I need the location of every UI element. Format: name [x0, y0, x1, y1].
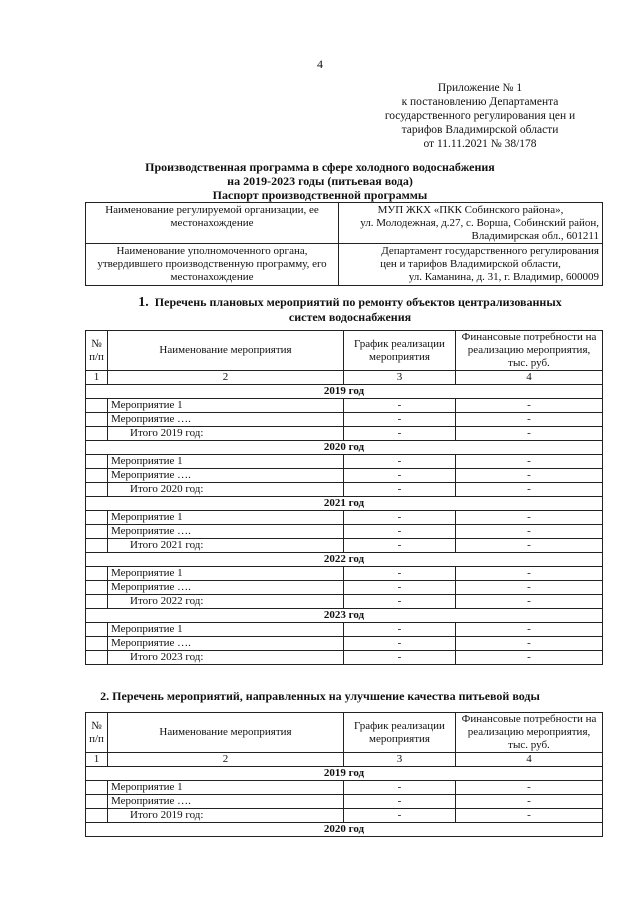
- finance-value: -: [456, 399, 603, 413]
- table-header-row: [86, 713, 603, 753]
- total-label: Итого 2019 год:: [108, 809, 344, 823]
- column-number: 1: [86, 371, 108, 385]
- event-row: [86, 567, 603, 581]
- event-row: [86, 399, 603, 413]
- row-number: [86, 539, 108, 553]
- event-row: [86, 469, 603, 483]
- column-number: 3: [344, 753, 456, 767]
- row-number: [86, 413, 108, 427]
- row-number: [86, 511, 108, 525]
- finance-value: -: [456, 455, 603, 469]
- schedule-value: -: [344, 809, 456, 823]
- year-label: 2021 год: [86, 497, 603, 511]
- event-name: Мероприятие ….: [108, 637, 344, 651]
- event-row: [86, 455, 603, 469]
- column-number: 2: [108, 753, 344, 767]
- schedule-value: -: [344, 539, 456, 553]
- year-row: [86, 385, 603, 399]
- water-quality-events-table: [85, 712, 603, 837]
- column-number: 4: [456, 753, 603, 767]
- year-row: [86, 823, 603, 837]
- row-number: [86, 399, 108, 413]
- row-number: [86, 637, 108, 651]
- column-number: 4: [456, 371, 603, 385]
- finance-value: -: [456, 539, 603, 553]
- header-num: № п/п: [86, 713, 108, 753]
- column-number: 2: [108, 371, 344, 385]
- section-title: Перечень плановых мероприятий по ремонту объектов централизованных: [154, 295, 562, 309]
- passport-row: [86, 203, 603, 244]
- event-name: Мероприятие 1: [108, 781, 344, 795]
- event-row: [86, 413, 603, 427]
- column-number-row: [86, 371, 603, 385]
- header-name: Наименование мероприятия: [108, 713, 344, 753]
- year-label: 2023 год: [86, 609, 603, 623]
- event-row: [86, 581, 603, 595]
- finance-value: -: [456, 809, 603, 823]
- schedule-value: -: [344, 781, 456, 795]
- event-name: Мероприятие 1: [108, 399, 344, 413]
- total-label: Итого 2021 год:: [108, 539, 344, 553]
- passport-value-line: Департамент государственного регулирования: [381, 245, 599, 257]
- section-1-heading: [0, 295, 640, 324]
- event-row: [86, 623, 603, 637]
- row-number: [86, 469, 108, 483]
- event-name: Мероприятие ….: [108, 581, 344, 595]
- total-row: [86, 651, 603, 665]
- finance-value: -: [456, 795, 603, 809]
- event-name: Мероприятие ….: [108, 469, 344, 483]
- event-row: [86, 781, 603, 795]
- total-label: Итого 2023 год:: [108, 651, 344, 665]
- total-label: Итого 2022 год:: [108, 595, 344, 609]
- year-row: [86, 767, 603, 781]
- header-name: Наименование мероприятия: [108, 331, 344, 371]
- event-name: Мероприятие ….: [108, 413, 344, 427]
- header-finance: Финансовые потребности на реализацию мероприятия, тыс. руб.: [456, 331, 603, 371]
- row-number: [86, 651, 108, 665]
- event-name: Мероприятие 1: [108, 511, 344, 525]
- year-label: 2020 год: [86, 823, 603, 837]
- finance-value: -: [456, 567, 603, 581]
- row-number: [86, 795, 108, 809]
- schedule-value: -: [344, 427, 456, 441]
- event-name: Мероприятие ….: [108, 795, 344, 809]
- event-name: Мероприятие 1: [108, 567, 344, 581]
- appendix-line: от 11.11.2021 № 38/178: [423, 138, 537, 150]
- total-row: [86, 539, 603, 553]
- row-number: [86, 581, 108, 595]
- row-number: [86, 623, 108, 637]
- document-title: [0, 160, 640, 202]
- table-header-row: [86, 331, 603, 371]
- schedule-value: -: [344, 525, 456, 539]
- column-number-row: [86, 753, 603, 767]
- passport-value-line: ул. Каманина, д. 31, г. Владимир, 600009: [408, 271, 599, 283]
- column-number: 3: [344, 371, 456, 385]
- finance-value: -: [456, 469, 603, 483]
- section-title: систем водоснабжения: [288, 310, 412, 324]
- passport-value-line: ул. Молодежная, д.27, с. Ворша, Собинский район,: [360, 217, 599, 229]
- finance-value: -: [456, 637, 603, 651]
- appendix-header: [360, 81, 600, 151]
- year-row: [86, 497, 603, 511]
- row-number: [86, 595, 108, 609]
- passport-value-line: Владимирская обл., 601211: [471, 230, 599, 242]
- schedule-value: -: [344, 399, 456, 413]
- year-label: 2019 год: [86, 767, 603, 781]
- event-row: [86, 525, 603, 539]
- schedule-value: -: [344, 483, 456, 497]
- year-label: 2019 год: [86, 385, 603, 399]
- passport-value-line: цен и тарифов Владимирской области,: [380, 258, 561, 270]
- row-number: [86, 483, 108, 497]
- event-row: [86, 511, 603, 525]
- header-num: № п/п: [86, 331, 108, 371]
- schedule-value: -: [344, 413, 456, 427]
- title-line: Производственная программа в сфере холодного водоснабжения: [145, 160, 495, 174]
- appendix-line: государственного регулирования цен и: [384, 110, 576, 122]
- schedule-value: -: [344, 651, 456, 665]
- row-number: [86, 455, 108, 469]
- schedule-value: -: [344, 455, 456, 469]
- year-row: [86, 553, 603, 567]
- title-line: Паспорт производственной программы: [212, 188, 428, 202]
- repair-events-table: [85, 330, 603, 665]
- year-row: [86, 441, 603, 455]
- section-2-heading: [0, 689, 640, 703]
- finance-value: -: [456, 581, 603, 595]
- event-name: Мероприятие 1: [108, 455, 344, 469]
- finance-value: -: [456, 427, 603, 441]
- passport-value: [339, 244, 603, 286]
- event-row: [86, 637, 603, 651]
- passport-row: [86, 244, 603, 286]
- finance-value: -: [456, 595, 603, 609]
- section-title: 2. Перечень мероприятий, направленных на улучшение качества питьевой воды: [100, 689, 540, 703]
- column-number: 1: [86, 753, 108, 767]
- row-number: [86, 525, 108, 539]
- header-schedule: График реализации мероприятия: [344, 713, 456, 753]
- schedule-value: -: [344, 623, 456, 637]
- event-row: [86, 795, 603, 809]
- total-row: [86, 483, 603, 497]
- event-name: Мероприятие 1: [108, 623, 344, 637]
- passport-value: [339, 203, 603, 244]
- appendix-line: к постановлению Департамента: [401, 96, 559, 108]
- passport-label: Наименование уполномоченного органа, утвердившего производственную программу, его местонахождение: [86, 244, 339, 286]
- year-label: 2020 год: [86, 441, 603, 455]
- row-number: [86, 427, 108, 441]
- finance-value: -: [456, 511, 603, 525]
- schedule-value: -: [344, 511, 456, 525]
- row-number: [86, 567, 108, 581]
- header-schedule: График реализации мероприятия: [344, 331, 456, 371]
- header-finance: Финансовые потребности на реализацию мероприятия, тыс. руб.: [456, 713, 603, 753]
- passport-label: Наименование регулируемой организации, ее местонахождение: [86, 203, 339, 244]
- schedule-value: -: [344, 469, 456, 483]
- total-row: [86, 427, 603, 441]
- schedule-value: -: [344, 595, 456, 609]
- title-line: на 2019-2023 годы (питьевая вода): [227, 174, 413, 188]
- appendix-line: тарифов Владимирской области: [401, 124, 559, 136]
- schedule-value: -: [344, 795, 456, 809]
- total-row: [86, 595, 603, 609]
- passport-table: [85, 202, 603, 286]
- finance-value: -: [456, 781, 603, 795]
- finance-value: -: [456, 483, 603, 497]
- schedule-value: -: [344, 567, 456, 581]
- schedule-value: -: [344, 637, 456, 651]
- finance-value: -: [456, 651, 603, 665]
- section-number: 1.: [138, 295, 149, 310]
- total-row: [86, 809, 603, 823]
- finance-value: -: [456, 623, 603, 637]
- year-row: [86, 609, 603, 623]
- year-label: 2022 год: [86, 553, 603, 567]
- finance-value: -: [456, 413, 603, 427]
- total-label: Итого 2020 год:: [108, 483, 344, 497]
- schedule-value: -: [344, 581, 456, 595]
- finance-value: -: [456, 525, 603, 539]
- total-label: Итого 2019 год:: [108, 427, 344, 441]
- passport-value-line: МУП ЖКХ «ПКК Собинского района»,: [377, 204, 564, 216]
- page-number: 4: [317, 57, 323, 71]
- row-number: [86, 781, 108, 795]
- row-number: [86, 809, 108, 823]
- appendix-line: Приложение № 1: [437, 82, 523, 94]
- event-name: Мероприятие ….: [108, 525, 344, 539]
